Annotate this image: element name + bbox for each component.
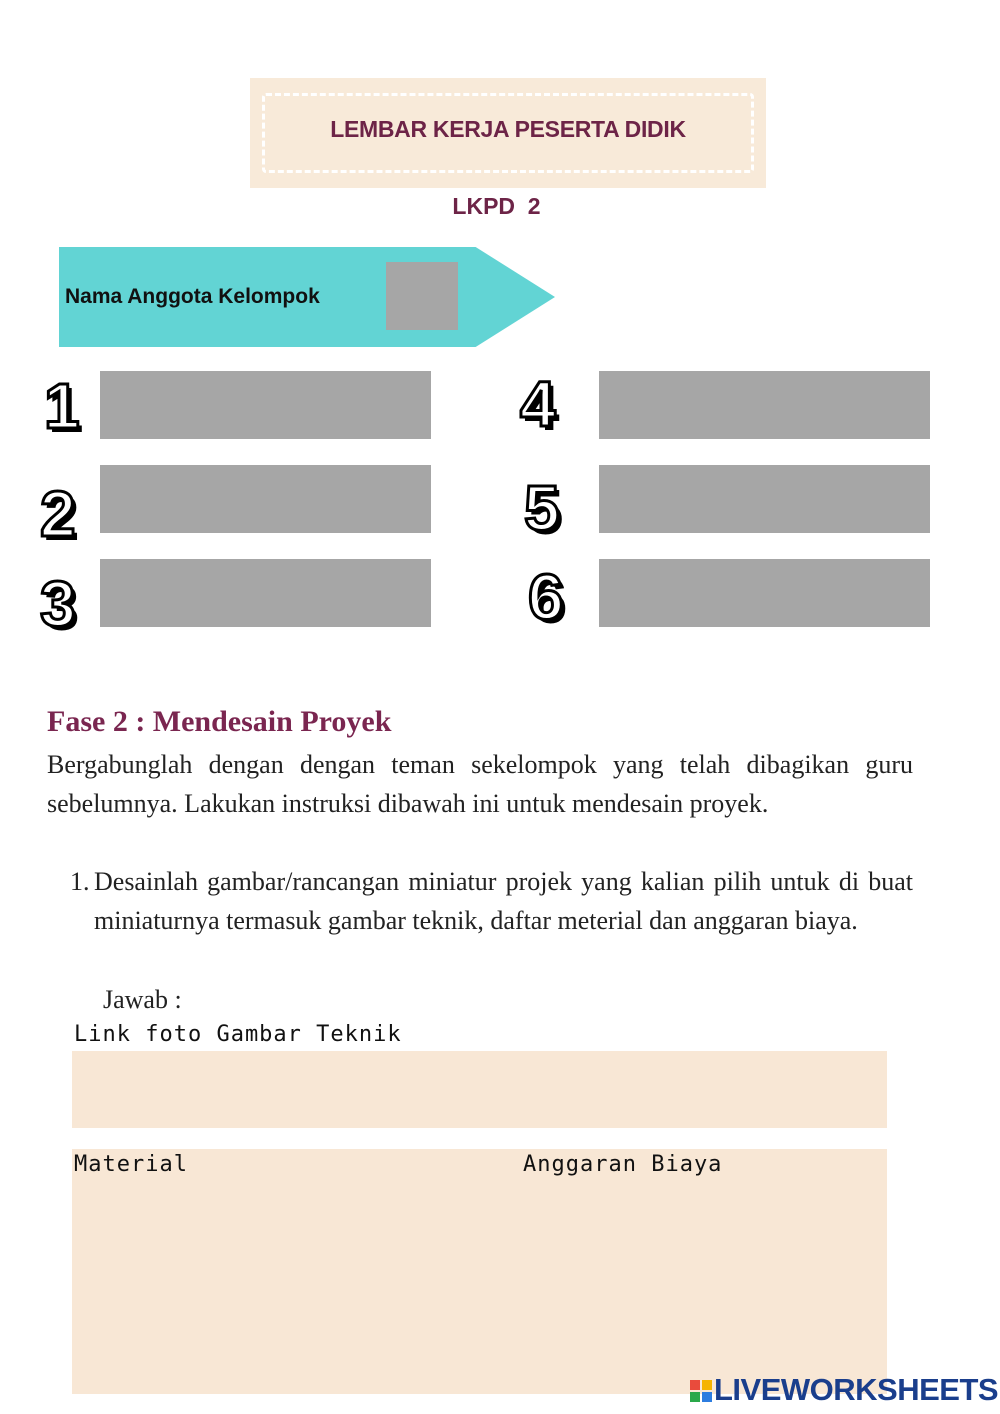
budget-label: Anggaran Biaya xyxy=(523,1152,723,1177)
member-input-6[interactable] xyxy=(599,559,930,627)
phase-intro: Bergabunglah dengan dengan teman sekelompok yang telah dibagikan guru sebelumnya. Lakukan instruksi dibawah ini untuk mendesain proyek. xyxy=(47,750,913,818)
member-number-6: 6 xyxy=(528,561,564,633)
phase-title: Fase 2 : Mendesain Proyek xyxy=(47,705,392,738)
material-budget-box[interactable] xyxy=(72,1149,887,1394)
worksheet-title: LEMBAR KERJA PESERTA DIDIK xyxy=(330,116,686,142)
worksheet-subtitle: LKPD 2 xyxy=(452,193,541,219)
liveworksheets-logo xyxy=(690,1372,998,1408)
instruction-text: Desainlah gambar/rancangan miniatur projek yang kalian pilih untuk di buat miniaturnya termasuk gambar teknik, daftar meterial dan anggaran biaya. xyxy=(94,867,913,935)
material-label: Material xyxy=(74,1152,188,1177)
photo-link-input[interactable] xyxy=(72,1051,887,1128)
member-number-4: 4 xyxy=(520,368,556,440)
member-number-5: 5 xyxy=(524,472,560,544)
photo-link-label: Link foto Gambar Teknik xyxy=(74,1022,402,1047)
member-input-4[interactable] xyxy=(599,371,930,439)
member-input-5[interactable] xyxy=(599,465,930,533)
answer-label: Jawab : xyxy=(103,985,182,1014)
member-number-2: 2 xyxy=(40,478,76,550)
member-input-2[interactable] xyxy=(100,465,431,533)
group-name-input[interactable] xyxy=(386,262,458,330)
instruction-number: 1. xyxy=(70,867,90,896)
liveworksheets-mark-icon xyxy=(690,1380,712,1402)
member-input-1[interactable] xyxy=(100,371,431,439)
member-number-3: 3 xyxy=(40,568,76,640)
member-input-3[interactable] xyxy=(100,559,431,627)
title-banner xyxy=(250,78,766,188)
liveworksheets-brand: LIVEWORKSHEETS xyxy=(714,1372,999,1407)
group-label: Nama Anggota Kelompok xyxy=(65,285,320,308)
member-number-1: 1 xyxy=(44,370,80,442)
